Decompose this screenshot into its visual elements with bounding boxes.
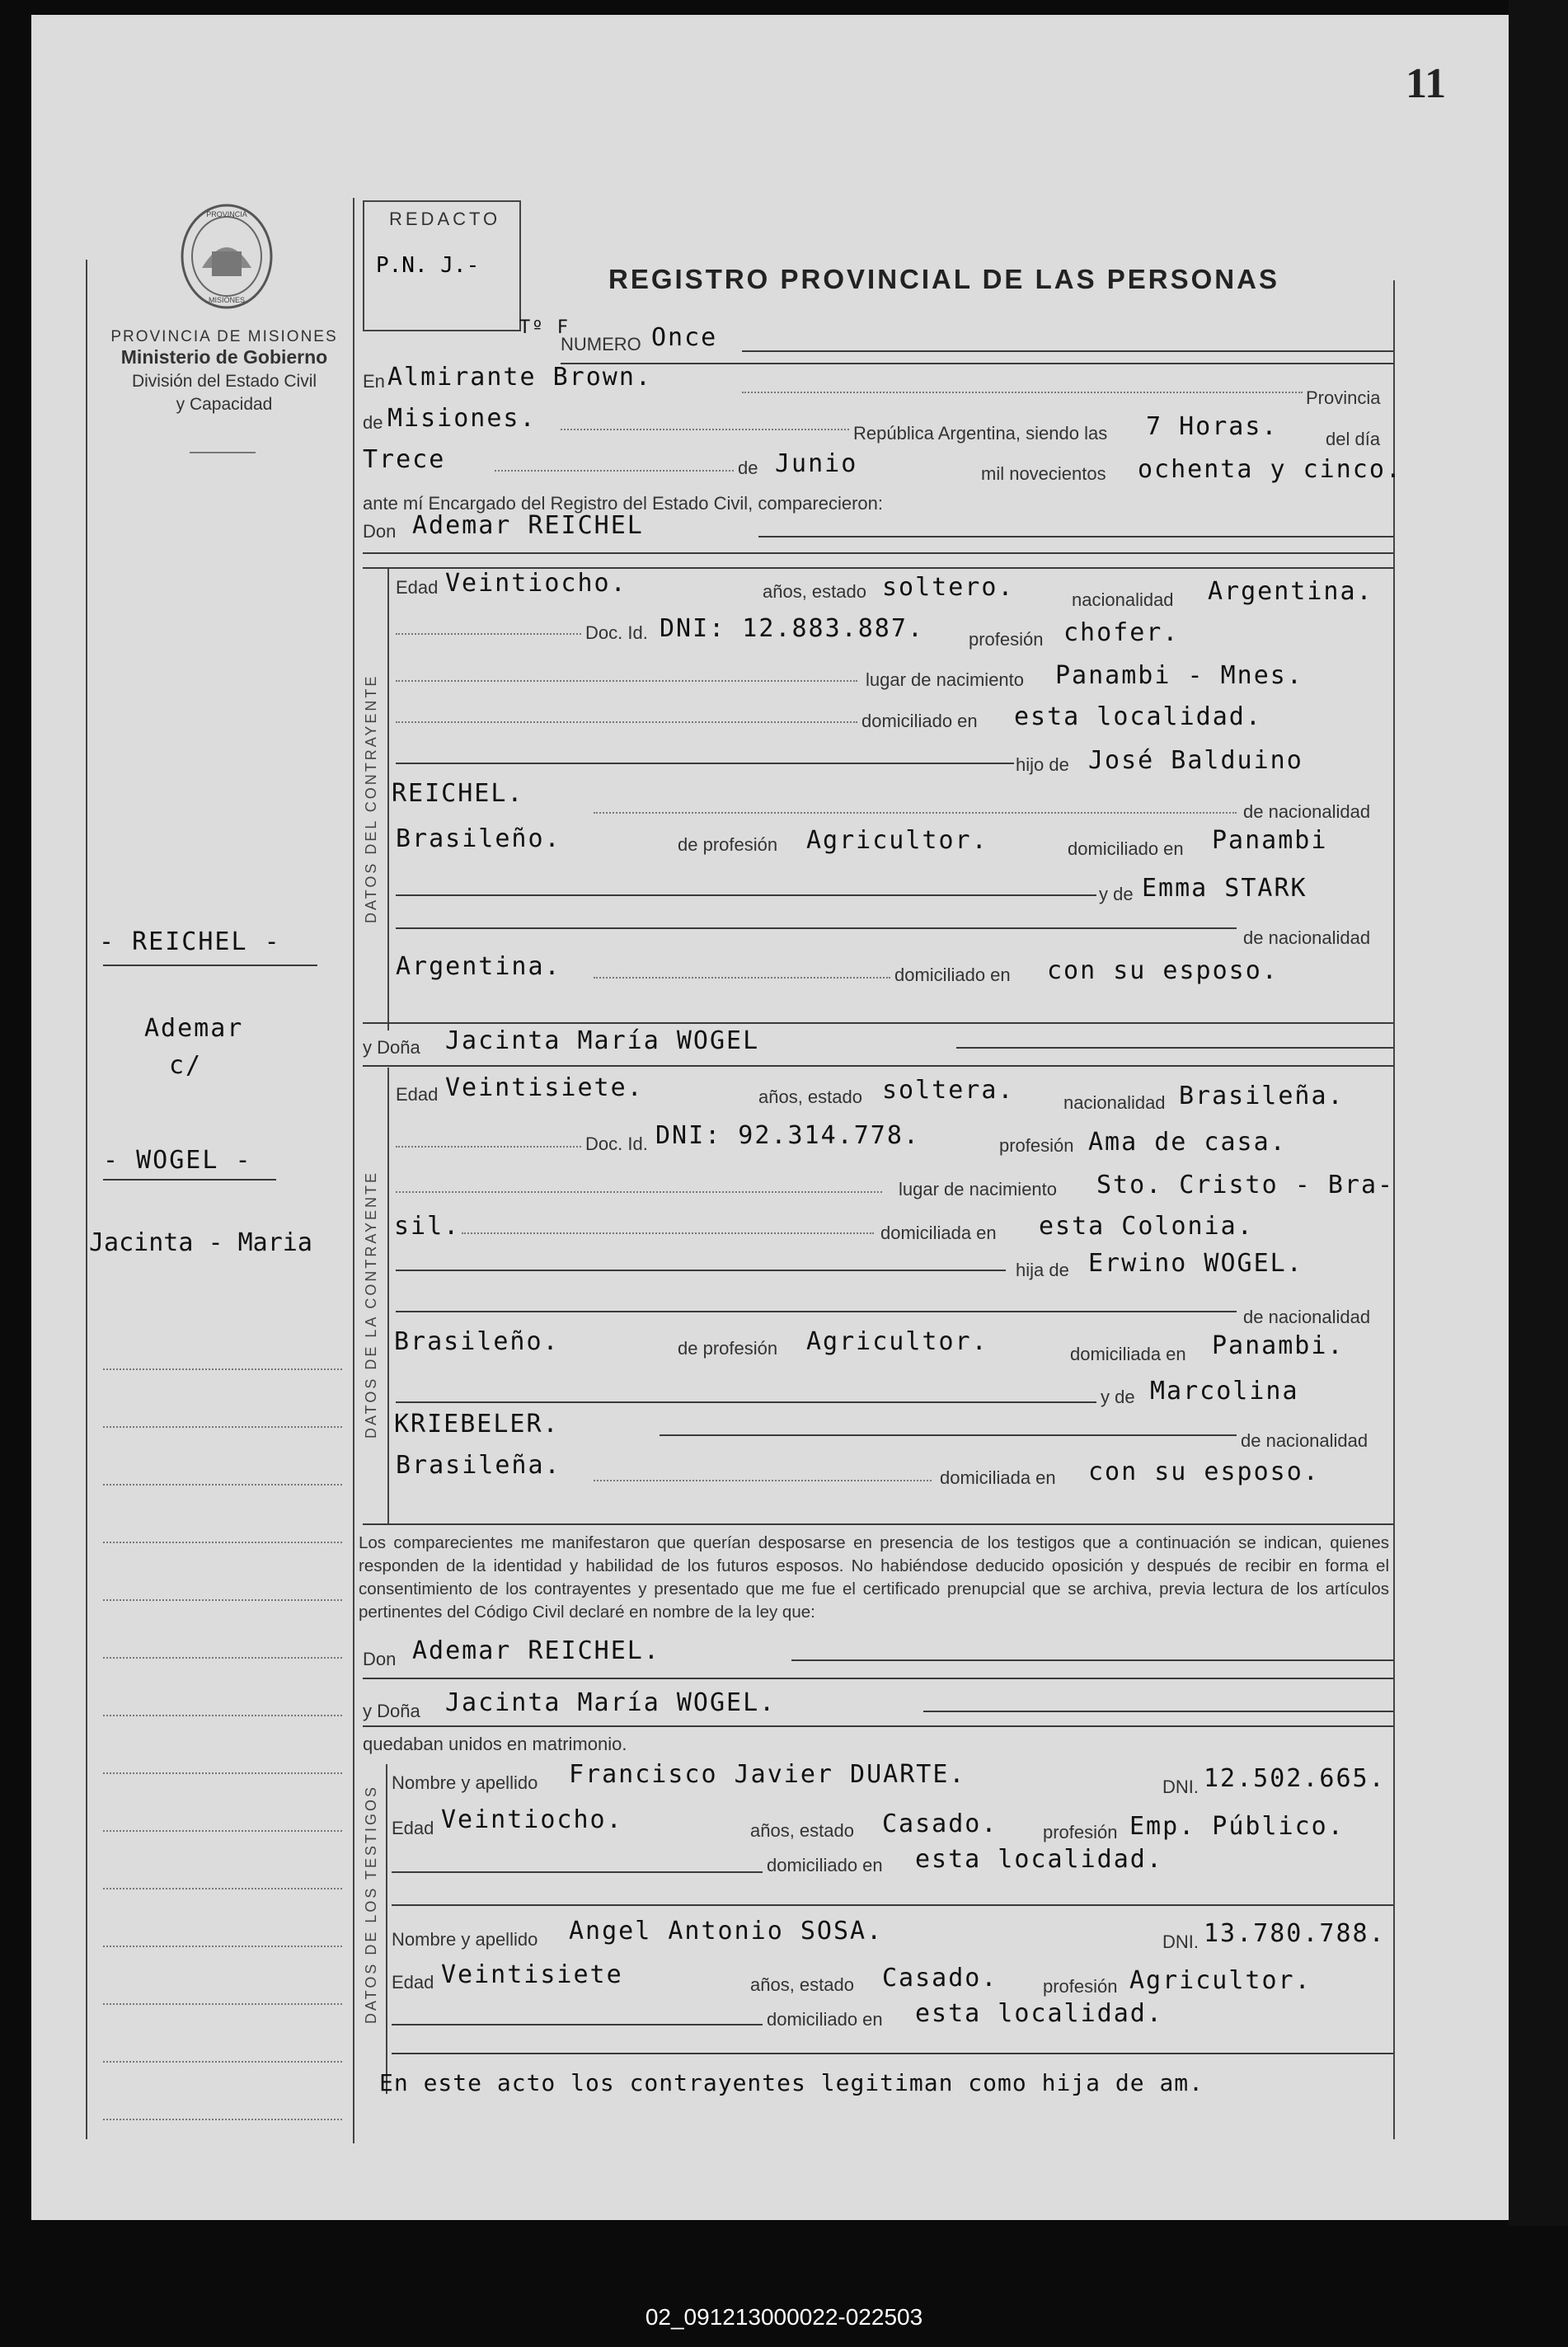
- groom-nationality-label: nacionalidad: [1072, 589, 1174, 610]
- groom-father-label: hijo de: [1016, 754, 1069, 775]
- groom-father-nat-label: de nacionalidad: [1243, 801, 1371, 822]
- margin-groom-surname: - REICHEL -: [99, 927, 281, 956]
- witness2-prof-label: profesión: [1043, 1976, 1118, 1997]
- numero-value: Once: [651, 323, 718, 352]
- closing-note: En este acto los contrayentes legitiman como hija de am.: [379, 2069, 1204, 2096]
- binder-edge: [1509, 0, 1568, 2226]
- right-margin-rule: [1393, 280, 1395, 2139]
- bride-mother-label: y de: [1101, 1387, 1135, 1407]
- bride-name: Jacinta María WOGEL: [445, 1026, 760, 1055]
- witness1-state-label: años, estado: [750, 1820, 854, 1841]
- city-value: Almirante Brown.: [387, 363, 652, 392]
- bride-state: soltera.: [882, 1076, 1015, 1105]
- en-label: En: [363, 371, 385, 392]
- groom-mother-nationality: Argentina.: [396, 952, 561, 981]
- witness1-dni: 12.502.665.: [1204, 1764, 1386, 1793]
- de-month-label: de: [738, 458, 758, 478]
- witness2-addr-label: domiciliado en: [767, 2009, 883, 2030]
- bride-address-label: domiciliada en: [880, 1223, 997, 1243]
- heading-divider: [190, 452, 256, 453]
- witness2-state-label: años, estado: [750, 1974, 854, 1995]
- left-margin-rule: [86, 260, 87, 2139]
- provincia-label: Provincia: [1306, 387, 1381, 408]
- witness2-address: esta localidad.: [915, 1999, 1163, 2028]
- testigos-side-label: DATOS DE LOS TESTIGOS: [363, 1784, 379, 2024]
- witness1-name: Francisco Javier DUARTE.: [569, 1760, 966, 1789]
- groom-mother-nat-label: de nacionalidad: [1243, 927, 1371, 948]
- bride-birthplace-label: lugar de nacimiento: [899, 1179, 1058, 1199]
- bride-profession: Ama de casa.: [1088, 1128, 1287, 1157]
- don-label: Don: [363, 521, 397, 542]
- bride-birthplace-cont: sil.: [394, 1212, 461, 1241]
- witness1-state: Casado.: [882, 1810, 998, 1838]
- province-value: Misiones.: [387, 404, 537, 433]
- witness1-addr-label: domiciliado en: [767, 1855, 883, 1875]
- bride-age-label: Edad: [396, 1084, 439, 1105]
- witness1-address: esta localidad.: [915, 1845, 1163, 1874]
- groom-mother-address: con su esposo.: [1047, 956, 1279, 985]
- declared-groom: Ademar REICHEL.: [412, 1636, 660, 1665]
- month-value: Junio: [775, 449, 858, 478]
- province-label: PROVINCIA DE MISIONES: [110, 328, 338, 345]
- witness2-name-label: Nombre y apellido: [392, 1929, 538, 1950]
- hour-value: 7 Horas.: [1146, 412, 1279, 441]
- bride-father-label: hija de: [1016, 1260, 1069, 1280]
- margin-bride-given: Jacinta - Maria: [89, 1228, 312, 1257]
- groom-father-surname: REICHEL.: [392, 779, 524, 808]
- top-border: [0, 0, 1568, 13]
- witness2-dni-label: DNI.: [1162, 1932, 1199, 1952]
- bride-mother-surname: KRIEBELER.: [394, 1410, 560, 1439]
- groom-birthplace: Panambi - Mnes.: [1055, 661, 1303, 690]
- center-margin-rule: [353, 198, 354, 2143]
- file-id-footer: 02_091213000022-022503: [645, 2304, 923, 2330]
- bride-mother-nat-label: de nacionalidad: [1241, 1430, 1368, 1451]
- groom-doc-label: Doc. Id.: [585, 622, 648, 643]
- bride-birthplace: Sto. Cristo - Bra-: [1096, 1171, 1395, 1199]
- contrayente-side-label: DATOS DEL CONTRAYENTE: [363, 674, 379, 923]
- groom-address-label: domiciliado en: [861, 711, 978, 731]
- bride-age: Veintisiete.: [445, 1073, 644, 1102]
- groom-age-label: Edad: [396, 577, 439, 598]
- bride-mother-address: con su esposo.: [1088, 1457, 1320, 1486]
- quedaban-text: quedaban unidos en matrimonio.: [363, 1734, 627, 1754]
- witness2-age-label: Edad: [392, 1972, 434, 1993]
- groom-address: esta localidad.: [1014, 702, 1262, 731]
- bride-nationality-label: nacionalidad: [1063, 1092, 1166, 1113]
- witness1-prof-label: profesión: [1043, 1822, 1118, 1842]
- groom-father-prof-label: de profesión: [678, 834, 778, 855]
- groom-father-profession: Agricultor.: [806, 826, 988, 855]
- groom-mother-addr-label: domiciliado en: [894, 965, 1011, 985]
- folio-mark: Tº F: [519, 317, 570, 338]
- page-number: 11: [1406, 60, 1447, 107]
- bride-mother: Marcolina: [1150, 1377, 1299, 1406]
- redacto-label: REDACTO: [389, 209, 501, 229]
- bride-state-label: años, estado: [758, 1087, 862, 1107]
- division-label-2: y Capacidad: [176, 395, 273, 414]
- de-label: de: [363, 412, 383, 433]
- redacto-initials: P.N. J.-: [376, 253, 480, 278]
- groom-birthplace-label: lugar de nacimiento: [866, 669, 1025, 690]
- witness2-age: Veintisiete: [441, 1960, 623, 1989]
- numero-label: NUMERO: [561, 334, 641, 354]
- witness1-dni-label: DNI.: [1162, 1777, 1199, 1797]
- groom-profession-label: profesión: [969, 629, 1044, 650]
- ministry-label: Ministerio de Gobierno: [120, 346, 328, 368]
- bride-father-nationality: Brasileño.: [394, 1327, 560, 1356]
- seal-bottom-text: MISIONES: [208, 296, 246, 304]
- contrayenta-side-label: DATOS DE LA CONTRAYENTE: [363, 1170, 379, 1439]
- bride-father-prof-label: de profesión: [678, 1338, 778, 1359]
- witness1-profession: Emp. Público.: [1129, 1812, 1345, 1841]
- ante-text: ante mí Encargado del Registro del Estado Civil, comparecieron:: [363, 493, 883, 514]
- groom-father-nationality: Brasileño.: [396, 824, 561, 853]
- bride-father: Erwino WOGEL.: [1088, 1249, 1303, 1278]
- margin-bride-surname: - WOGEL -: [103, 1146, 252, 1175]
- bride-father-address: Panambi.: [1212, 1331, 1345, 1360]
- republica-label: República Argentina, siendo las: [853, 423, 1108, 444]
- division-label-1: División del Estado Civil: [131, 372, 317, 391]
- witness1-age-label: Edad: [392, 1818, 434, 1838]
- bride-mother-addr-label: domiciliada en: [940, 1467, 1056, 1488]
- groom-mother-label: y de: [1099, 884, 1134, 904]
- margin-groom-given: Ademar: [144, 1014, 244, 1043]
- bride-address: esta Colonia.: [1039, 1212, 1254, 1241]
- bride-father-nat-label: de nacionalidad: [1243, 1307, 1371, 1327]
- document-title: REGISTRO PROVINCIAL DE LAS PERSONAS: [608, 264, 1279, 294]
- declared-dona-label: y Doña: [363, 1701, 420, 1721]
- groom-mother: Emma STARK: [1142, 874, 1307, 903]
- bride-dona-label: y Doña: [363, 1037, 420, 1058]
- province-seal: [177, 202, 276, 313]
- bride-mother-nationality: Brasileña.: [396, 1451, 561, 1480]
- groom-name: Ademar REICHEL: [412, 511, 644, 540]
- margin-connector: c/: [169, 1051, 203, 1080]
- ministry-heading: [92, 328, 356, 415]
- witness2-dni: 13.780.788.: [1204, 1919, 1386, 1948]
- declaration-text: Los comparecientes me manifestaron que querían desposarse en presencia de los testigos que a continuación se indican, quienes responden de la identidad y habilidad de los futuros esposos. No habiéndose deducido oposición y después de recibir en forma el consentimiento de los contrayentes y presentado que me fue el certificado prenupcial que se archiva, previa lectura de los artículos pertinentes del Código Civil declaré en nombre de la ley que:: [359, 1533, 1389, 1622]
- witness2-name: Angel Antonio SOSA.: [569, 1917, 884, 1946]
- year-value: ochenta y cinco.: [1138, 455, 1402, 484]
- groom-doc: DNI: 12.883.887.: [660, 614, 924, 643]
- groom-father-addr-label: domiciliado en: [1068, 838, 1184, 859]
- groom-profession: chofer.: [1063, 618, 1180, 647]
- redacto-box: [363, 200, 521, 331]
- declared-bride: Jacinta María WOGEL.: [445, 1688, 777, 1717]
- groom-state: soltero.: [882, 573, 1015, 602]
- bride-nationality: Brasileña.: [1179, 1082, 1345, 1110]
- bride-father-addr-label: domiciliada en: [1070, 1344, 1186, 1364]
- bride-doc: DNI: 92.314.778.: [655, 1121, 920, 1150]
- groom-age: Veintiocho.: [445, 569, 627, 598]
- declared-don-label: Don: [363, 1649, 397, 1669]
- mil-label: mil novecientos: [981, 463, 1106, 484]
- groom-father: José Balduino: [1088, 746, 1303, 775]
- seal-top-text: PROVINCIA: [206, 210, 247, 218]
- groom-state-label: años, estado: [763, 581, 866, 602]
- witness2-profession: Agricultor.: [1129, 1966, 1312, 1995]
- witness2-state: Casado.: [882, 1964, 998, 1993]
- witness1-name-label: Nombre y apellido: [392, 1772, 538, 1793]
- day-value: Trece: [363, 445, 446, 474]
- bride-father-profession: Agricultor.: [806, 1327, 988, 1356]
- bride-profession-label: profesión: [999, 1135, 1074, 1156]
- witness1-age: Veintiocho.: [441, 1805, 623, 1834]
- groom-nationality: Argentina.: [1208, 577, 1373, 606]
- groom-father-address: Panambi: [1212, 826, 1328, 855]
- bride-doc-label: Doc. Id.: [585, 1134, 648, 1154]
- del-dia-label: del día: [1326, 429, 1381, 449]
